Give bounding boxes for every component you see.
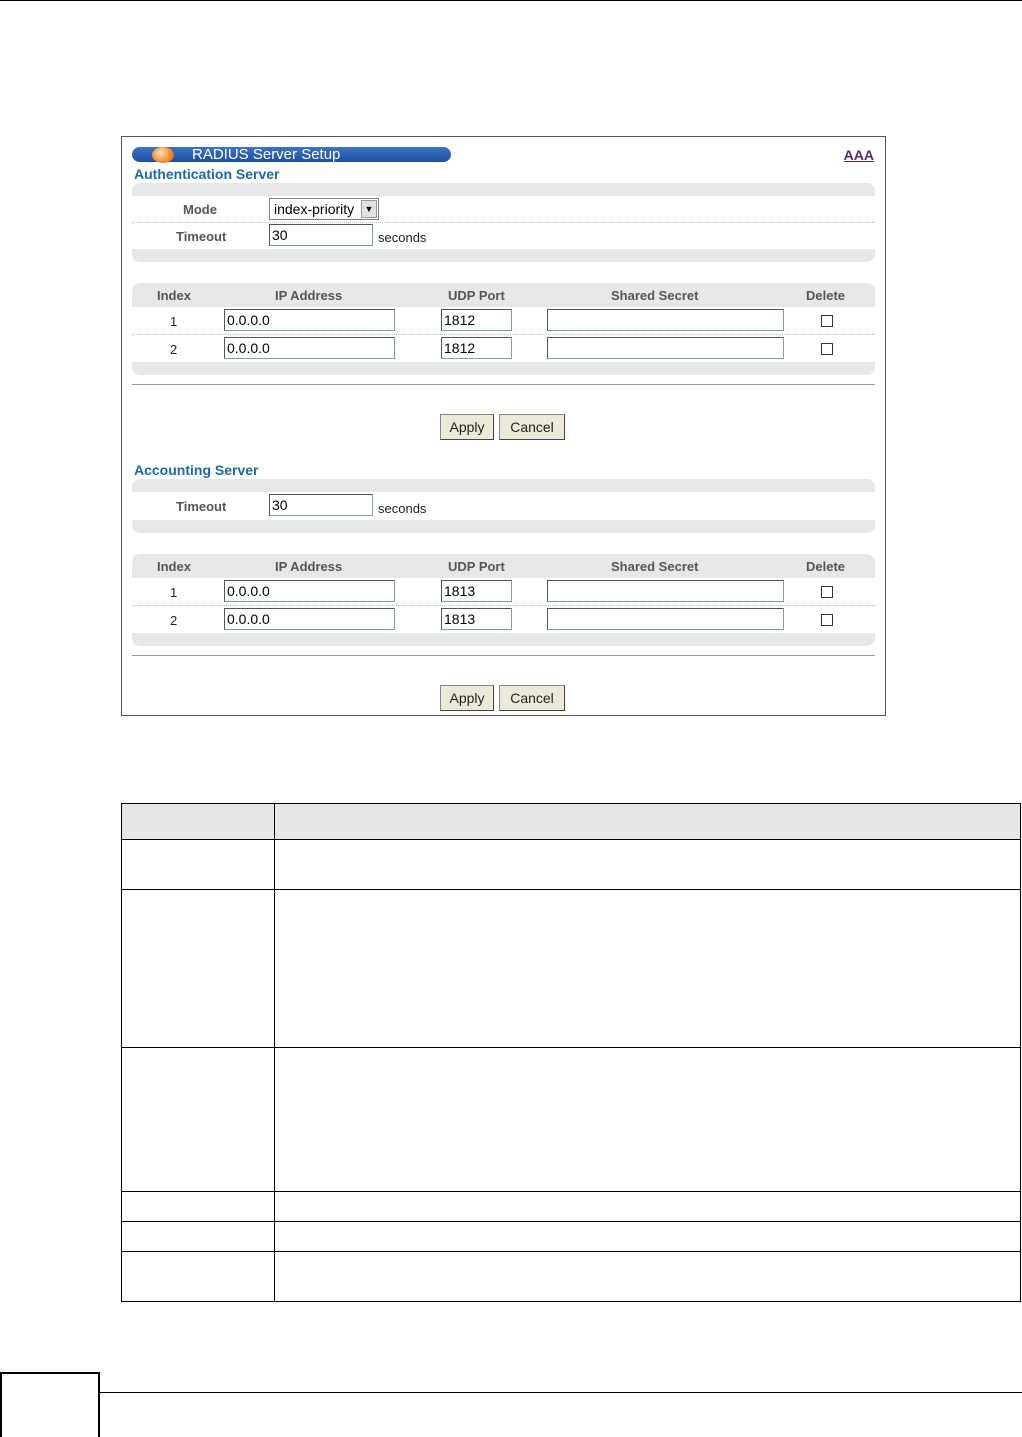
ip-address-input[interactable] [224, 309, 395, 331]
table-cell [122, 840, 275, 890]
delete-checkbox[interactable] [821, 343, 833, 355]
table-cell [275, 1048, 1021, 1192]
auth-cancel-button[interactable]: Cancel [499, 414, 565, 440]
acct-timeout-row [132, 492, 875, 520]
table-cell [275, 1222, 1021, 1252]
auth-settings-panel [132, 183, 875, 262]
acct-section-title: Accounting Server [134, 462, 259, 478]
table-row [122, 1222, 1021, 1252]
acct-timeout-input[interactable] [269, 494, 373, 516]
table-cell [122, 1222, 275, 1252]
delete-checkbox[interactable] [821, 315, 833, 327]
table-row [122, 1192, 1021, 1222]
udp-port-input[interactable] [441, 337, 512, 359]
acct-col-ip: IP Address [275, 559, 343, 574]
row-index: 1 [170, 585, 178, 600]
chevron-down-icon: ▼ [361, 200, 377, 218]
aaa-link[interactable]: AAA [843, 147, 874, 163]
table-header-cell [122, 804, 275, 840]
auth-divider [132, 384, 875, 385]
table-cell [275, 1192, 1021, 1222]
table-row [122, 1252, 1021, 1302]
auth-mode-label: Mode [183, 202, 217, 217]
page-top-rule [0, 0, 1022, 1]
auth-mode-select[interactable] [269, 198, 379, 220]
ip-address-input[interactable] [224, 337, 395, 359]
row-index: 2 [170, 613, 178, 628]
ip-address-input[interactable] [224, 580, 395, 602]
auth-section-title: Authentication Server [134, 166, 280, 182]
auth-col-secret: Shared Secret [611, 288, 699, 303]
table-cell [275, 890, 1021, 1048]
shared-secret-input[interactable] [547, 337, 784, 359]
acct-col-port: UDP Port [448, 559, 505, 574]
auth-col-port: UDP Port [448, 288, 505, 303]
acct-server-table [132, 554, 875, 646]
acct-timeout-label: Timeout [176, 499, 227, 514]
row-index: 2 [170, 342, 178, 357]
table-cell [122, 1252, 275, 1302]
acct-col-secret: Shared Secret [611, 559, 699, 574]
auth-timeout-unit: seconds [378, 230, 427, 245]
table-row [132, 606, 875, 633]
auth-timeout-row [132, 223, 875, 249]
table-header-row [122, 804, 1021, 840]
udp-port-input[interactable] [441, 580, 512, 602]
title-orb-icon [152, 147, 174, 163]
shared-secret-input[interactable] [547, 580, 784, 602]
screen-title-bar [132, 147, 451, 162]
auth-apply-button[interactable]: Apply [440, 414, 494, 440]
auth-timeout-input[interactable] [269, 224, 373, 246]
acct-divider [132, 655, 875, 656]
auth-col-ip: IP Address [275, 288, 343, 303]
acct-col-delete: Delete [806, 559, 846, 574]
row-index: 1 [170, 314, 178, 329]
acct-cancel-button[interactable]: Cancel [499, 685, 565, 711]
acct-apply-button[interactable]: Apply [440, 685, 494, 711]
table-cell [122, 1048, 275, 1192]
delete-checkbox[interactable] [821, 614, 833, 626]
acct-settings-panel [132, 479, 875, 533]
radius-server-setup-screen [121, 136, 886, 716]
delete-checkbox[interactable] [821, 586, 833, 598]
shared-secret-input[interactable] [547, 309, 784, 331]
table-row [122, 890, 1021, 1048]
auth-mode-value: index-priority [274, 201, 355, 217]
field-description-table [121, 803, 1021, 1302]
auth-server-table [132, 283, 875, 375]
page-number-box [0, 1372, 100, 1437]
page-footer-rule [100, 1392, 1022, 1393]
screen-title: RADIUS Server Setup [192, 146, 341, 163]
auth-col-index: Index [157, 288, 191, 303]
table-row [132, 335, 875, 362]
auth-mode-row [132, 196, 875, 223]
udp-port-input[interactable] [441, 608, 512, 630]
table-row [122, 1048, 1021, 1192]
table-row [122, 840, 1021, 890]
acct-timeout-unit: seconds [378, 501, 427, 516]
table-row [132, 578, 875, 606]
table-cell [122, 890, 275, 1048]
table-cell [275, 840, 1021, 890]
table-cell [275, 1252, 1021, 1302]
table-header-cell [275, 804, 1021, 840]
auth-col-delete: Delete [806, 288, 846, 303]
table-cell [122, 1192, 275, 1222]
shared-secret-input[interactable] [547, 608, 784, 630]
udp-port-input[interactable] [441, 309, 512, 331]
ip-address-input[interactable] [224, 608, 395, 630]
acct-col-index: Index [157, 559, 191, 574]
auth-timeout-label: Timeout [176, 229, 227, 244]
table-row [132, 307, 875, 335]
